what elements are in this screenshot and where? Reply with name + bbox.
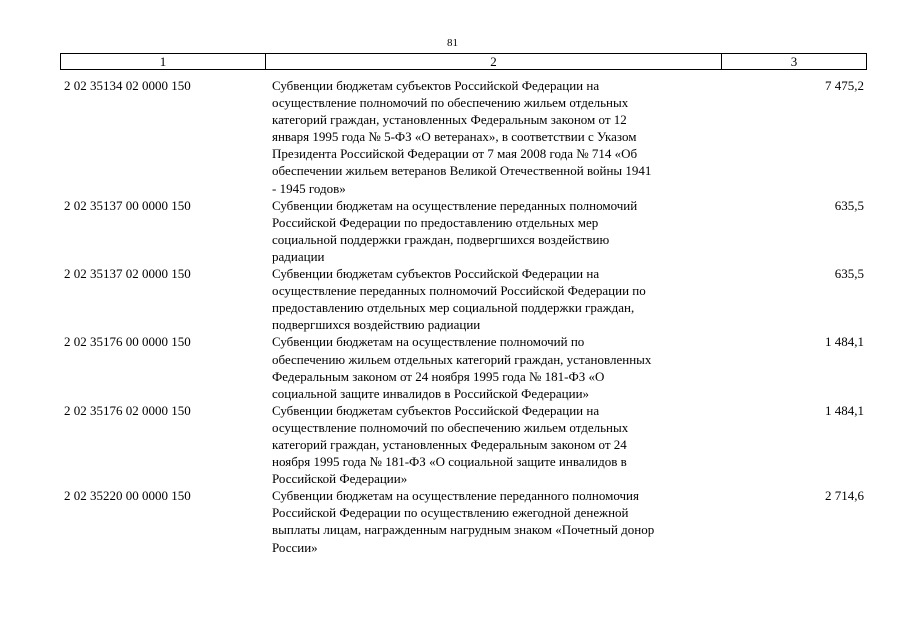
row-code: 2 02 35134 02 0000 150 xyxy=(64,78,191,93)
row-description: Субвенции бюджетам на осуществление полномочий по обеспечению жильем отдельных категорий граждан, установленных Федеральным законом от 24 ноября 1995 года № 181-ФЗ «О социальной защите инвалидов в Российской Федерации» xyxy=(272,334,652,401)
page-number: 81 xyxy=(447,37,458,49)
row-amount: 635,5 xyxy=(834,266,864,282)
row-code: 2 02 35137 00 0000 150 xyxy=(64,197,191,213)
table-row xyxy=(60,265,867,333)
table-header xyxy=(60,53,867,70)
table-row xyxy=(60,487,867,555)
row-description: Субвенции бюджетам субъектов Российской Федерации на осуществление переданных полномочий Российской Федерации по предоставлению отдельных мер социальной поддержки граждан, подвергшихся воздействию радиации xyxy=(272,266,646,333)
row-description: Субвенции бюджетам на осуществление переданного полномочия Российской Федерации по осуществлению ежегодной денежной выплаты лицам, награжденным нагрудным знаком «Почетный донор России» xyxy=(272,488,655,555)
row-code: 2 02 35176 00 0000 150 xyxy=(64,334,191,350)
row-amount: 635,5 xyxy=(834,197,864,213)
row-description: Субвенции бюджетам субъектов Российской Федерации на осуществление полномочий по обеспечению жильем отдельных категорий граждан, установленных Федеральным законом от 24 ноября 1995 года № 181-ФЗ «О социальной защите инвалидов в Российской Федерации» xyxy=(272,402,629,487)
row-amount: 2 714,6 xyxy=(825,488,864,504)
table-body xyxy=(60,77,867,556)
header-col-1: 1 xyxy=(61,54,266,69)
table-row xyxy=(60,197,867,265)
row-description: Субвенции бюджетам на осуществление переданных полномочий Российской Федерации по предоставлению отдельных мер социальной поддержки граждан, подвергшихся воздействию радиации xyxy=(272,197,638,264)
table-row xyxy=(60,77,867,197)
header-col-2: 2 xyxy=(266,54,722,69)
table-row xyxy=(60,333,867,401)
table-row xyxy=(60,402,867,487)
row-description: Субвенции бюджетам субъектов Российской Федерации на осуществление полномочий по обеспечению жильем отдельных категорий граждан, установленных Федеральным законом от 12 января 1995 года № 5-ФЗ «О ветеранах», в соответствии с Указом Президента Российской Федерации от 7 мая 2008 года № 714 «Об обеспечении жильем ветеранов Великой Отечественной войны 1941 - 1945 годов» xyxy=(272,78,652,196)
row-amount: 1 484,1 xyxy=(825,402,864,418)
header-col-3: 3 xyxy=(790,54,798,69)
row-amount: 7 475,2 xyxy=(825,78,864,93)
row-code: 2 02 35220 00 0000 150 xyxy=(64,488,191,504)
row-code: 2 02 35137 02 0000 150 xyxy=(64,266,191,282)
row-amount: 1 484,1 xyxy=(825,334,864,350)
row-code: 2 02 35176 02 0000 150 xyxy=(64,402,191,418)
